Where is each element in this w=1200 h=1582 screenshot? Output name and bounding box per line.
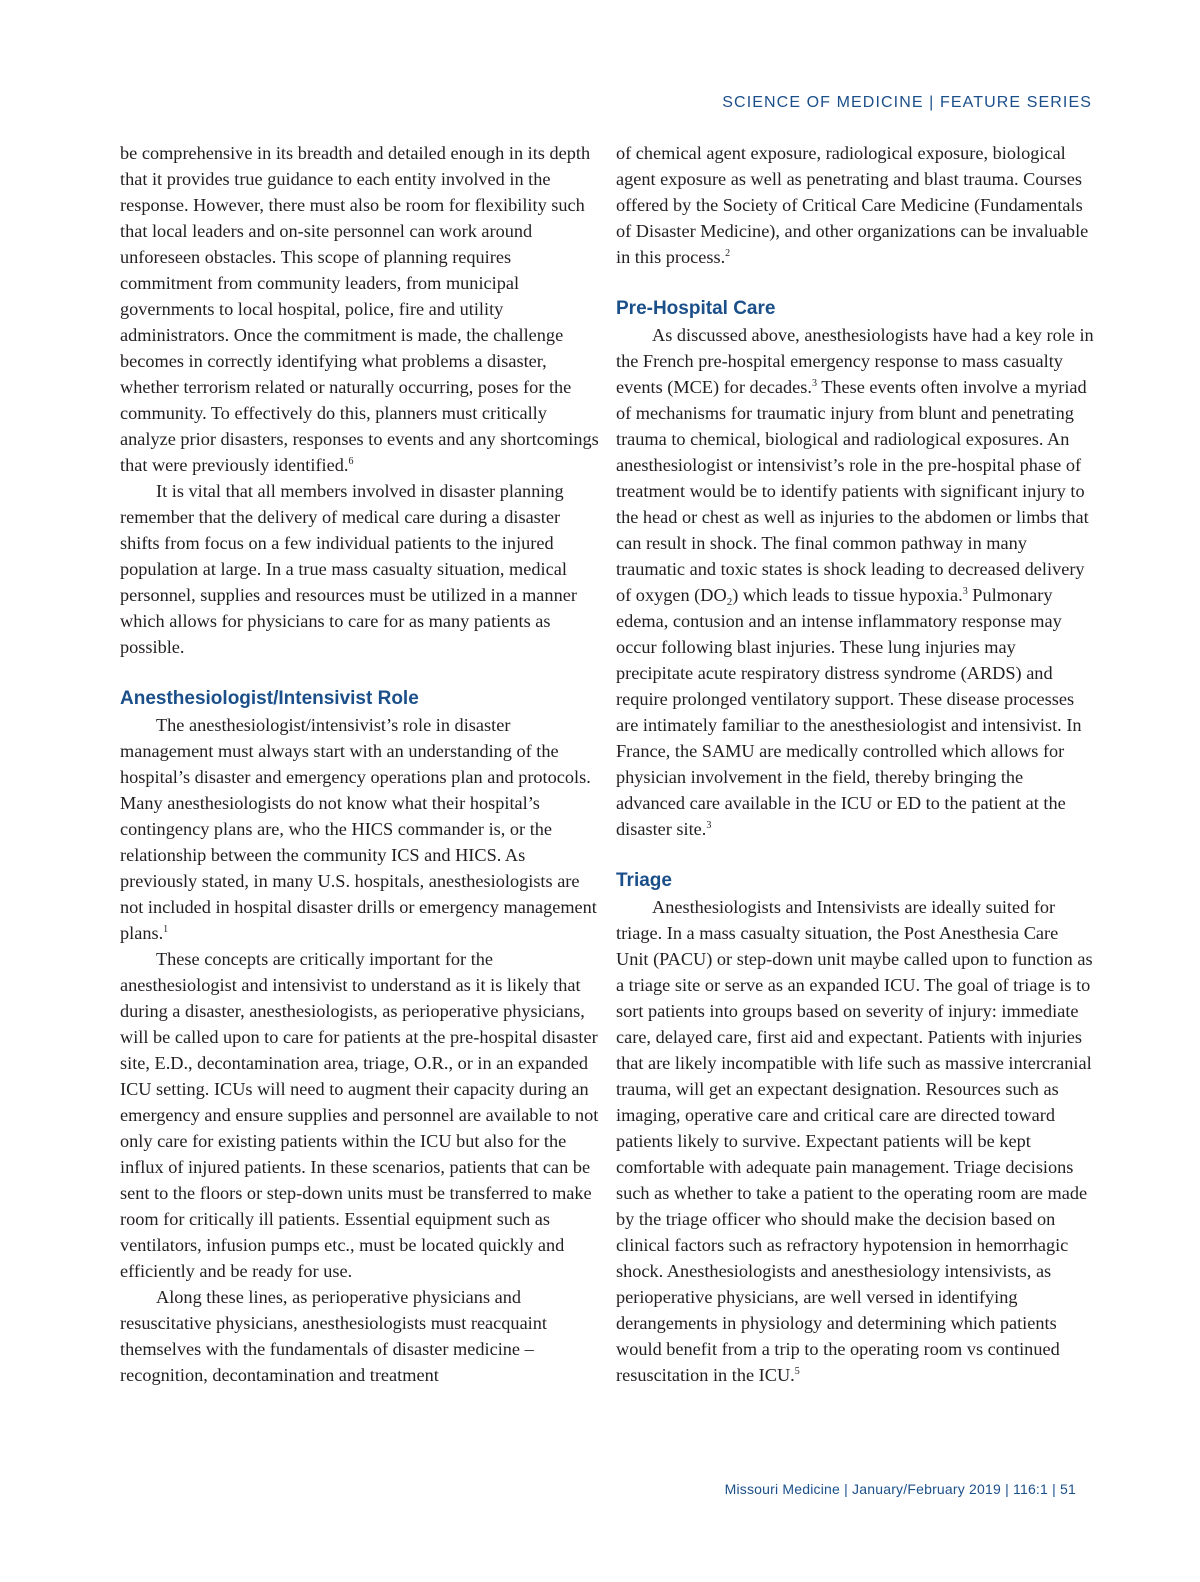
paragraph (120, 140, 600, 478)
reference-superscript: 2 (725, 248, 731, 259)
subscript: 2 (726, 596, 733, 608)
section-heading-prehospital: Pre-Hospital Care (616, 298, 776, 319)
running-head: SCIENCE OF MEDICINE | FEATURE SERIES (722, 94, 1092, 111)
reference-superscript: 1 (163, 924, 169, 935)
paragraph (120, 712, 600, 946)
paragraph (616, 140, 1094, 270)
paragraph-text: These events often involve a myriad of mechanisms for traumatic injury from blunt and penetrating trauma to chemical, biological and radiological exposures. An anesthesiologist or intensivist’s role in the pre-hospital phase of treatment would be to identify patients with significant injury to the head or chest as well as injuries to the abdomen or limbs that can result in shock. The final common pathway in many traumatic and toxic states is shock leading to decreased delivery of oxygen (DO (616, 377, 1089, 605)
section-heading-triage: Triage (616, 870, 672, 891)
reference-superscript: 6 (348, 456, 354, 467)
paragraph: Along these lines, as perioperative physicians and resuscitative physicians, anesthesiologists must reacquaint themselves with the fundamentals of disaster medicine – recognition, decontamination and treatment (120, 1287, 547, 1385)
reference-superscript: 5 (794, 1366, 800, 1377)
right-column (616, 140, 1094, 1388)
reference-superscript: 3 (811, 378, 817, 389)
paragraph (616, 322, 1094, 842)
paragraph: These concepts are critically important for the anesthesiologist and intensivist to understand as it is likely that during a disaster, anesthesiologists, as perioperative physicians, will be called upon to care for patients at the pre-hospital disaster site, E.D., decontamination area, triage, O.R., or in an expanded ICU setting. ICUs will need to augment their capacity during an emergency and ensure supplies and personnel are available to not only care for existing patients within the ICU but also for the influx of injured patients. In these scenarios, patients that can be sent to the floors or step-down units must be transferred to make room for critically ill patients. Essential equipment such as ventilators, infusion pumps etc., must be located quickly and efficiently and be ready for use. (120, 949, 599, 1281)
paragraph-text: The anesthesiologist/intensivist’s role in disaster management must always start with an understanding of the hospital’s disaster and emergency operations plan and protocols. Many anesthesiologists do not know what their hospital’s contingency plans are, who the HICS commander is, or the relationship between the community ICS and HICS. As previously stated, in many U.S. hospitals, anesthesiologists are not included in hospital disaster drills or emergency management plans. (120, 715, 597, 943)
paragraph-text: As discussed above, anesthesiologists have had a key role in the French pre-hospital emergency response to mass casualty events (MCE) for decades. (616, 325, 1094, 397)
section-heading-role: Anesthesiologist/Intensivist Role (120, 688, 419, 709)
paragraph (616, 894, 1094, 1388)
left-column (120, 140, 600, 1388)
reference-superscript: 3 (962, 586, 968, 597)
paragraph-text: be comprehensive in its breadth and detailed enough in its depth that it provides true guidance to each entity involved in the response. However, there must also be room for flexibility such that local leaders and on-site personnel can work around unforeseen obstacles. This scope of planning requires commitment from community leaders, from municipal governments to local hospital, police, fire and utility administrators. Once the commitment is made, the challenge becomes in correctly identifying what problems a disaster, whether terrorism related or naturally occurring, poses for the community. To effectively do this, planners must critically analyze prior disasters, responses to events and any shortcomings that were previously identified. (120, 143, 599, 475)
paragraph-text: Pulmonary edema, contusion and an intense inflammatory response may occur following blast injuries. These lung injuries may precipitate acute respiratory distress syndrome (ARDS) and require prolonged ventilatory support. These disease processes are intimately familiar to the anesthesiologist and intensivist. In France, the SAMU are medically controlled which allows for physician involvement in the field, thereby bringing the advanced care available in the ICU or ED to the patient at the disaster site. (616, 585, 1082, 839)
paragraph-text: ) which leads to tissue hypoxia. (732, 585, 963, 605)
paragraph-text: Anesthesiologists and Intensivists are ideally suited for triage. In a mass casualty situation, the Post Anesthesia Care Unit (PACU) or step-down unit maybe called upon to function as a triage site or serve as an expanded ICU. The goal of triage is to sort patients into groups based on severity of injury: immediate care, delayed care, first aid and expectant. Patients with injuries that are likely incompatible with life such as massive intercranial trauma, will get an expectant designation. Resources such as imaging, operative care and critical care are directed toward patients likely to survive. Expectant patients will be kept comfortable with adequate pain management. Triage decisions such as whether to take a patient to the operating room are made by the triage officer who should make the decision based on clinical factors such as refractory hypotension in hemorrhagic shock. Anesthesiologists and anesthesiology intensivists, as perioperative physicians, are well versed in identifying derangements in physiology and determining which patients would benefit from a trip to the operating room vs continued resuscitation in the ICU. (616, 897, 1093, 1385)
reference-superscript: 3 (706, 820, 712, 831)
paragraph: It is vital that all members involved in disaster planning remember that the delivery of medical care during a disaster shifts from focus on a few individual patients to the injured population at large. In a true mass casualty situation, medical personnel, supplies and resources must be utilized in a manner which allows for physicians to care for as many patients as possible. (120, 481, 577, 657)
paragraph-text: of chemical agent exposure, radiological exposure, biological agent exposure as well as penetrating and blast trauma. Courses offered by the Society of Critical Care Medicine (Fundamentals of Disaster Medicine), and other organizations can be invaluable in this process. (616, 143, 1089, 267)
page-footer: Missouri Medicine | January/February 2019 | 116:1 | 51 (724, 1481, 1076, 1497)
